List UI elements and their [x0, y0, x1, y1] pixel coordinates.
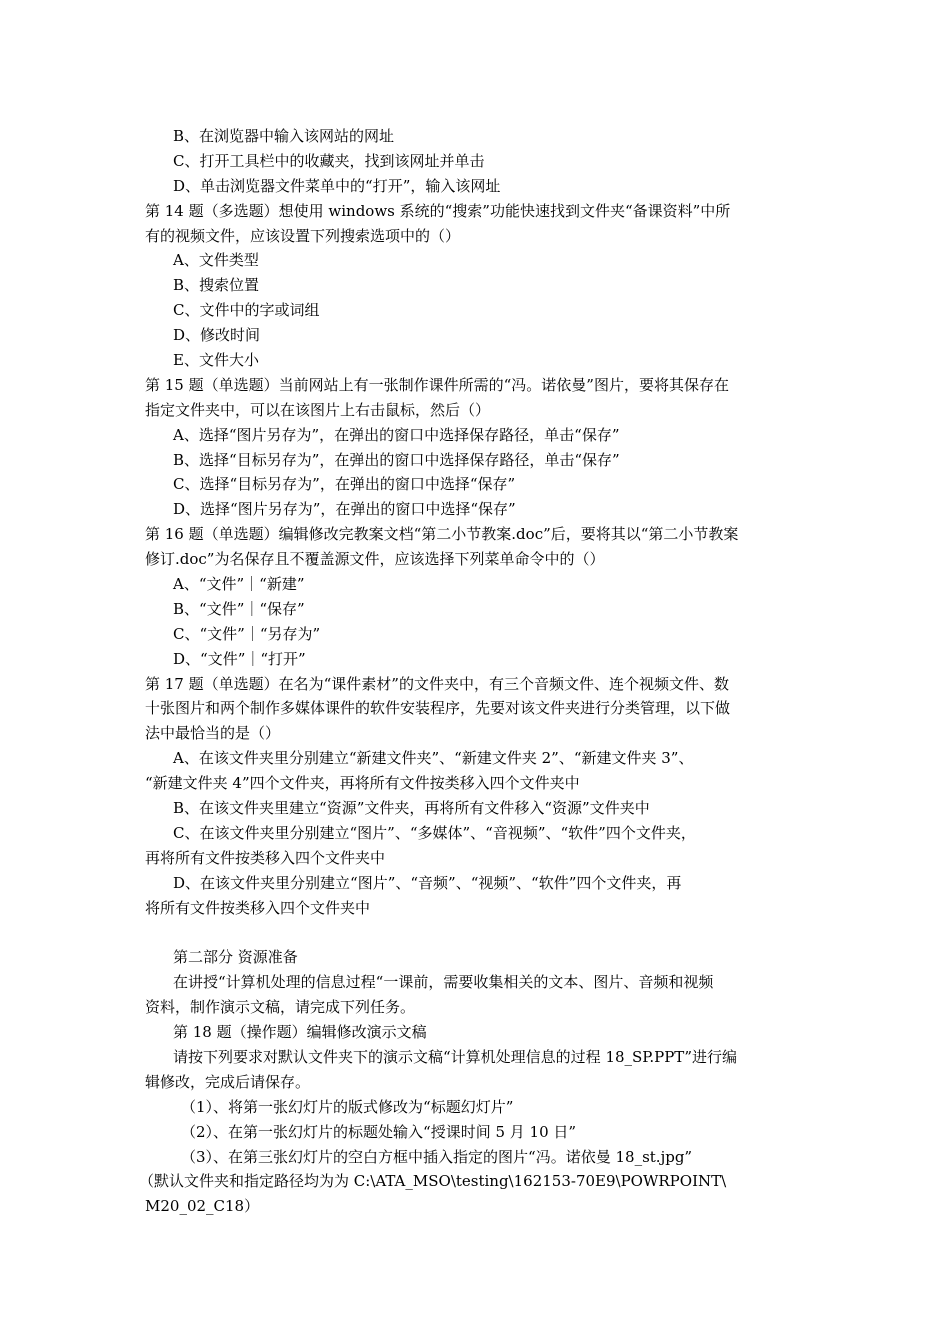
option-17-d-line-1: D、在该文件夹里分别建立“图片”、“音频”、“视频”、“软件”四个文件夹，再	[173, 873, 682, 892]
option-14-d: D、修改时间	[173, 326, 261, 345]
option-14-b: B、搜索位置	[173, 276, 260, 295]
option-15-c: C、选择“目标另存为”，在弹出的窗口中选择“保存”	[173, 475, 516, 494]
option-15-a: A、选择“图片另存为”，在弹出的窗口中选择保存路径，单击“保存”	[173, 425, 620, 444]
question-14-line-2: 有的视频文件，应该设置下列搜索选项中的（）	[145, 226, 461, 245]
question-14-line-1: 第 14 题（多选题）想使用 windows 系统的“搜索”功能快速找到文件夹“备课资料”中所	[145, 201, 731, 220]
option-16-a: A、“文件”｜“新建”	[173, 575, 305, 594]
option-14-c: C、文件中的字或词组	[173, 301, 320, 320]
option-13-c: C、打开工具栏中的收藏夹，找到该网址并单击	[173, 151, 485, 170]
option-13-b: B、在浏览器中输入该网站的网址	[173, 127, 395, 145]
option-16-d: D、“文件”｜“打开”	[173, 649, 306, 668]
task-18-3: （3）、在第三张幻灯片的空白方框中插入指定的图片“冯。诺依曼 18_st.jpg”	[181, 1147, 693, 1166]
option-17-c-line-2: 再将所有文件按类移入四个文件夹中	[145, 848, 386, 867]
section-heading: 第二部分 资源准备	[173, 948, 298, 967]
question-18-title: 第 18 题（操作题）编辑修改演示文稿	[173, 1023, 427, 1042]
path-note-line-1: （默认文件夹和指定路径均为为 C:\ATA_MSO\testing\162153-70E9\POWRPOINT\	[139, 1172, 727, 1191]
option-13-d: D、单击浏览器文件菜单中的“打开”，输入该网址	[173, 176, 501, 195]
option-17-d-line-2: 将所有文件按类移入四个文件夹中	[145, 898, 371, 917]
question-17-line-2: 十张图片和两个制作多媒体课件的软件安装程序，先要对该文件夹进行分类管理，以下做	[145, 699, 731, 718]
option-14-e: E、文件大小	[173, 351, 259, 370]
option-15-d: D、选择“图片另存为”，在弹出的窗口中选择“保存”	[173, 500, 516, 519]
question-16-line-1: 第 16 题（单选题）编辑修改完教案文档“第二小节教案.doc”后，要将其以“第二小节教案	[145, 525, 739, 544]
question-15-line-2: 指定文件夹中，可以在该图片上右击鼠标，然后（）	[145, 400, 491, 419]
section-spacer	[145, 921, 817, 946]
section-intro-line-2: 资料，制作演示文稿，请完成下列任务。	[145, 998, 416, 1017]
option-17-b: B、在该文件夹里建立“资源”文件夹，再将所有文件移入“资源”文件夹中	[173, 799, 650, 818]
path-note-line-2: M20_02_C18）	[145, 1197, 260, 1216]
option-16-c: C、“文件”｜“另存为”	[173, 624, 321, 643]
question-16-line-2: 修订.doc”为名保存且不覆盖源文件，应该选择下列菜单命令中的（）	[145, 550, 605, 569]
question-17-line-1: 第 17 题（单选题）在名为“课件素材”的文件夹中，有三个音频文件、连个视频文件、数	[145, 674, 729, 693]
option-17-a-line-1: A、在该文件夹里分别建立“新建文件夹”、“新建文件夹 2”、“新建文件夹 3”、	[173, 749, 694, 768]
task-18-2: （2）、在第一张幻灯片的标题处输入“授课时间 5 月 10 日”	[181, 1122, 577, 1141]
document-body	[139, 124, 817, 1219]
option-17-a-line-2: “新建文件夹 4”四个文件夹，再将所有文件按类移入四个文件夹中	[145, 774, 580, 793]
option-14-a: A、文件类型	[173, 251, 259, 270]
section-intro-line-1: 在讲授“计算机处理的信息过程“一课前，需要收集相关的文本、图片、音频和视频	[173, 973, 714, 992]
question-15-line-1: 第 15 题（单选题）当前网站上有一张制作课件所需的“冯。诺依曼”图片，要将其保存在	[145, 375, 729, 394]
question-17-line-3: 法中最恰当的是（）	[145, 724, 281, 743]
question-18-line-2: 辑修改，完成后请保存。	[145, 1072, 311, 1091]
task-18-1: （1）、将第一张幻灯片的版式修改为“标题幻灯片”	[181, 1097, 514, 1116]
option-16-b: B、“文件”｜“保存”	[173, 599, 305, 618]
option-15-b: B、选择“目标另存为”，在弹出的窗口中选择保存路径，单击“保存”	[173, 450, 620, 469]
question-18-line-1: 请按下列要求对默认文件夹下的演示文稿“计算机处理信息的过程 18_SP.PPT”进行编	[173, 1047, 737, 1066]
option-17-c-line-1: C、在该文件夹里分别建立“图片”、“多媒体”、“音视频”、“软件”四个文件夹，	[173, 823, 696, 842]
